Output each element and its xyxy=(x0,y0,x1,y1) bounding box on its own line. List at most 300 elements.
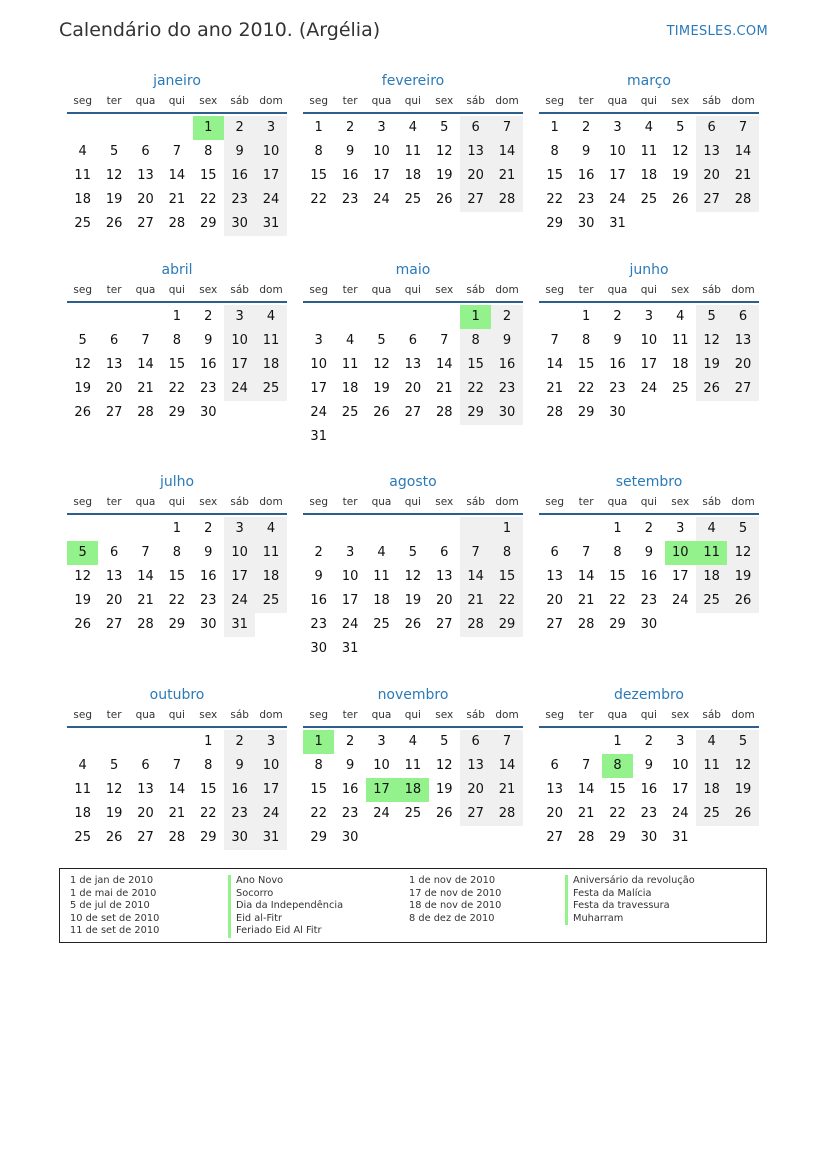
day-cell[interactable]: 21 xyxy=(460,589,491,613)
day-cell[interactable]: 30 xyxy=(310,641,327,656)
day-cell[interactable]: 24 xyxy=(671,806,689,821)
day-cell[interactable]: 2 xyxy=(345,120,355,135)
day-cell[interactable]: 24 xyxy=(609,192,626,207)
day-cell[interactable]: 22 xyxy=(168,593,186,608)
day-cell[interactable]: 10 xyxy=(373,144,390,159)
day-cell[interactable]: 10 xyxy=(224,541,255,565)
day-cell[interactable]: 12 xyxy=(671,144,689,159)
day-cell[interactable]: 4 xyxy=(377,545,386,560)
day-cell[interactable]: 17 xyxy=(671,569,689,584)
day-cell[interactable]: 27 xyxy=(546,617,563,632)
day-cell[interactable]: 15 xyxy=(310,782,327,797)
day-cell[interactable]: 23 xyxy=(224,188,255,212)
day-cell[interactable]: 16 xyxy=(310,593,327,608)
day-cell[interactable]: 6 xyxy=(141,144,150,159)
day-cell[interactable]: 30 xyxy=(640,830,658,845)
day-cell[interactable]: 14 xyxy=(137,357,154,372)
day-cell[interactable]: 28 xyxy=(727,188,758,212)
day-cell[interactable]: 7 xyxy=(141,333,150,348)
day-cell[interactable]: 10 xyxy=(255,754,286,778)
day-cell[interactable]: 1 xyxy=(172,309,181,324)
day-cell[interactable]: 15 xyxy=(460,353,491,377)
day-cell[interactable]: 22 xyxy=(460,377,491,401)
day-cell[interactable]: 2 xyxy=(581,120,591,135)
day-cell[interactable]: 14 xyxy=(137,569,154,584)
day-cell[interactable]: 11 xyxy=(696,754,727,778)
day-cell[interactable]: 16 xyxy=(341,782,359,797)
day-cell[interactable]: 26 xyxy=(74,405,91,420)
day-cell[interactable]: 10 xyxy=(224,329,255,353)
day-cell[interactable]: 7 xyxy=(491,116,522,140)
day-cell[interactable]: 6 xyxy=(696,116,727,140)
day-cell[interactable]: 15 xyxy=(199,782,217,797)
day-cell[interactable]: 5 xyxy=(440,120,449,135)
day-cell[interactable]: 22 xyxy=(609,593,626,608)
day-cell[interactable]: 5 xyxy=(377,333,386,348)
day-cell[interactable]: 12 xyxy=(696,329,727,353)
day-cell[interactable]: 26 xyxy=(105,216,123,231)
day-cell[interactable]: 30 xyxy=(199,405,217,420)
day-cell[interactable]: 6 xyxy=(727,305,758,329)
day-cell[interactable]: 27 xyxy=(105,405,123,420)
day-cell[interactable]: 8 xyxy=(204,144,213,159)
day-cell[interactable]: 28 xyxy=(435,405,453,420)
day-cell[interactable]: 10 xyxy=(310,357,327,372)
day-cell[interactable]: 3 xyxy=(377,120,386,135)
day-cell[interactable]: 6 xyxy=(440,545,449,560)
day-cell[interactable]: 8 xyxy=(550,144,559,159)
day-cell[interactable]: 8 xyxy=(491,541,522,565)
day-cell[interactable]: 15 xyxy=(199,168,217,183)
day-cell[interactable]: 18 xyxy=(255,353,286,377)
day-cell[interactable]: 15 xyxy=(310,168,327,183)
day-cell[interactable]: 21 xyxy=(727,164,758,188)
day-cell[interactable]: 10 xyxy=(255,140,286,164)
day-cell[interactable]: 1 xyxy=(314,120,323,135)
day-cell[interactable]: 19 xyxy=(727,565,758,589)
day-cell[interactable]: 5 xyxy=(78,333,87,348)
day-cell[interactable]: 15 xyxy=(168,569,186,584)
day-cell[interactable]: 31 xyxy=(609,216,626,231)
day-cell[interactable]: 5 xyxy=(109,144,119,159)
day-cell[interactable]: 22 xyxy=(199,192,217,207)
day-cell[interactable]: 11 xyxy=(74,168,91,183)
day-cell[interactable]: 13 xyxy=(460,140,491,164)
day-cell[interactable]: 28 xyxy=(460,613,491,637)
day-cell[interactable]: 23 xyxy=(640,806,658,821)
day-cell[interactable]: 19 xyxy=(727,778,758,802)
day-cell[interactable]: 28 xyxy=(546,405,563,420)
day-cell[interactable]: 18 xyxy=(640,168,658,183)
day-cell[interactable]: 4 xyxy=(255,517,286,541)
day-cell[interactable]: 5 xyxy=(676,120,685,135)
day-cell[interactable]: 12 xyxy=(727,754,758,778)
day-cell[interactable]: 6 xyxy=(141,758,150,773)
day-cell[interactable]: 5 xyxy=(727,517,758,541)
day-cell[interactable]: 4 xyxy=(345,333,355,348)
day-cell[interactable]: 12 xyxy=(435,144,453,159)
day-cell[interactable]: 20 xyxy=(546,593,563,608)
day-cell[interactable]: 6 xyxy=(109,545,119,560)
day-cell[interactable]: 23 xyxy=(577,192,595,207)
day-cell[interactable]: 18 xyxy=(696,565,727,589)
day-cell[interactable]: 30 xyxy=(491,401,522,425)
day-cell[interactable]: 13 xyxy=(105,357,123,372)
day-cell[interactable]: 27 xyxy=(460,802,491,826)
day-cell[interactable]: 31 xyxy=(224,613,255,637)
day-cell[interactable]: 17 xyxy=(609,168,626,183)
day-cell[interactable]: 8 xyxy=(581,333,591,348)
day-cell[interactable]: 1 xyxy=(193,116,224,140)
day-cell[interactable]: 16 xyxy=(491,353,522,377)
day-cell[interactable]: 17 xyxy=(224,565,255,589)
day-cell[interactable]: 21 xyxy=(577,806,595,821)
day-cell[interactable]: 13 xyxy=(727,329,758,353)
day-cell[interactable]: 16 xyxy=(224,778,255,802)
day-cell[interactable]: 24 xyxy=(373,192,390,207)
day-cell[interactable]: 6 xyxy=(550,545,559,560)
day-cell[interactable]: 31 xyxy=(310,429,327,444)
day-cell[interactable]: 21 xyxy=(137,593,154,608)
day-cell[interactable]: 2 xyxy=(224,116,255,140)
day-cell[interactable]: 3 xyxy=(613,120,622,135)
day-cell[interactable]: 8 xyxy=(172,545,181,560)
day-cell[interactable]: 27 xyxy=(105,617,123,632)
day-cell[interactable]: 3 xyxy=(377,734,386,749)
day-cell[interactable]: 10 xyxy=(609,144,626,159)
day-cell[interactable]: 27 xyxy=(404,405,422,420)
day-cell[interactable]: 23 xyxy=(341,806,359,821)
day-cell[interactable]: 25 xyxy=(255,589,286,613)
day-cell[interactable]: 24 xyxy=(224,589,255,613)
day-cell[interactable]: 2 xyxy=(204,309,213,324)
day-cell[interactable]: 3 xyxy=(345,545,355,560)
day-cell[interactable]: 20 xyxy=(404,381,422,396)
day-cell[interactable]: 26 xyxy=(373,405,390,420)
day-cell[interactable]: 5 xyxy=(727,730,758,754)
day-cell[interactable]: 5 xyxy=(408,545,417,560)
day-cell[interactable]: 1 xyxy=(460,305,491,329)
day-cell[interactable]: 7 xyxy=(460,541,491,565)
day-cell[interactable]: 1 xyxy=(550,120,559,135)
day-cell[interactable]: 21 xyxy=(168,192,186,207)
day-cell[interactable]: 26 xyxy=(696,377,727,401)
day-cell[interactable]: 20 xyxy=(460,778,491,802)
day-cell[interactable]: 9 xyxy=(644,758,653,773)
day-cell[interactable]: 3 xyxy=(644,309,653,324)
day-cell[interactable]: 3 xyxy=(676,521,685,536)
day-cell[interactable]: 17 xyxy=(640,357,658,372)
day-cell[interactable]: 4 xyxy=(78,758,87,773)
day-cell[interactable]: 7 xyxy=(550,333,559,348)
day-cell[interactable]: 20 xyxy=(460,164,491,188)
day-cell[interactable]: 26 xyxy=(671,192,689,207)
day-cell[interactable]: 23 xyxy=(640,593,658,608)
day-cell[interactable]: 18 xyxy=(74,806,91,821)
day-cell[interactable]: 31 xyxy=(671,830,689,845)
day-cell[interactable]: 14 xyxy=(168,782,186,797)
day-cell[interactable]: 23 xyxy=(224,802,255,826)
day-cell[interactable]: 17 xyxy=(373,168,390,183)
day-cell[interactable]: 25 xyxy=(696,802,727,826)
day-cell[interactable]: 19 xyxy=(105,806,123,821)
day-cell[interactable]: 14 xyxy=(546,357,563,372)
day-cell[interactable]: 17 xyxy=(341,593,359,608)
day-cell[interactable]: 29 xyxy=(199,216,217,231)
day-cell[interactable]: 1 xyxy=(613,734,622,749)
day-cell[interactable]: 18 xyxy=(397,778,428,802)
day-cell[interactable]: 23 xyxy=(491,377,522,401)
day-cell[interactable]: 12 xyxy=(74,569,91,584)
day-cell[interactable]: 6 xyxy=(460,116,491,140)
day-cell[interactable]: 21 xyxy=(137,381,154,396)
day-cell[interactable]: 3 xyxy=(255,730,286,754)
day-cell[interactable]: 14 xyxy=(491,140,522,164)
day-cell[interactable]: 27 xyxy=(546,830,563,845)
day-cell[interactable]: 25 xyxy=(74,830,91,845)
day-cell[interactable]: 28 xyxy=(168,830,186,845)
day-cell[interactable]: 27 xyxy=(727,377,758,401)
day-cell[interactable]: 12 xyxy=(74,357,91,372)
day-cell[interactable]: 20 xyxy=(546,806,563,821)
day-cell[interactable]: 24 xyxy=(224,377,255,401)
day-cell[interactable]: 18 xyxy=(74,192,91,207)
day-cell[interactable]: 11 xyxy=(640,144,658,159)
day-cell[interactable]: 25 xyxy=(696,589,727,613)
day-cell[interactable]: 19 xyxy=(404,593,422,608)
day-cell[interactable]: 22 xyxy=(310,192,327,207)
day-cell[interactable]: 12 xyxy=(373,357,390,372)
day-cell[interactable]: 30 xyxy=(640,617,658,632)
day-cell[interactable]: 9 xyxy=(204,545,213,560)
day-cell[interactable]: 18 xyxy=(696,778,727,802)
day-cell[interactable]: 21 xyxy=(491,164,522,188)
day-cell[interactable]: 28 xyxy=(577,830,595,845)
day-cell[interactable]: 11 xyxy=(255,329,286,353)
day-cell[interactable]: 24 xyxy=(341,617,359,632)
day-cell[interactable]: 4 xyxy=(255,305,286,329)
day-cell[interactable]: 23 xyxy=(310,617,327,632)
day-cell[interactable]: 8 xyxy=(613,545,622,560)
day-cell[interactable]: 24 xyxy=(310,405,327,420)
day-cell[interactable]: 29 xyxy=(199,830,217,845)
day-cell[interactable]: 9 xyxy=(345,144,355,159)
day-cell[interactable]: 15 xyxy=(609,782,626,797)
day-cell[interactable]: 13 xyxy=(435,569,453,584)
day-cell[interactable]: 12 xyxy=(105,782,123,797)
day-cell[interactable]: 1 xyxy=(581,309,591,324)
day-cell[interactable]: 14 xyxy=(435,357,453,372)
day-cell[interactable]: 29 xyxy=(491,613,522,637)
day-cell[interactable]: 14 xyxy=(491,754,522,778)
day-cell[interactable]: 7 xyxy=(727,116,758,140)
day-cell[interactable]: 8 xyxy=(172,333,181,348)
day-cell[interactable]: 9 xyxy=(224,140,255,164)
day-cell[interactable]: 16 xyxy=(640,569,658,584)
day-cell[interactable]: 6 xyxy=(109,333,119,348)
day-cell[interactable]: 2 xyxy=(314,545,323,560)
day-cell[interactable]: 29 xyxy=(577,405,595,420)
day-cell[interactable]: 5 xyxy=(440,734,449,749)
day-cell[interactable]: 2 xyxy=(491,305,522,329)
day-cell[interactable]: 30 xyxy=(199,617,217,632)
day-cell[interactable]: 11 xyxy=(341,357,359,372)
day-cell[interactable]: 4 xyxy=(408,734,417,749)
day-cell[interactable]: 13 xyxy=(404,357,422,372)
day-cell[interactable]: 11 xyxy=(255,541,286,565)
day-cell[interactable]: 23 xyxy=(609,381,626,396)
day-cell[interactable]: 4 xyxy=(676,309,685,324)
day-cell[interactable]: 9 xyxy=(314,569,323,584)
day-cell[interactable]: 14 xyxy=(577,782,595,797)
day-cell[interactable]: 10 xyxy=(373,758,390,773)
day-cell[interactable]: 19 xyxy=(105,192,123,207)
day-cell[interactable]: 6 xyxy=(408,333,417,348)
day-cell[interactable]: 27 xyxy=(435,617,453,632)
day-cell[interactable]: 23 xyxy=(199,593,217,608)
day-cell[interactable]: 3 xyxy=(676,734,685,749)
day-cell[interactable]: 2 xyxy=(224,730,255,754)
day-cell[interactable]: 3 xyxy=(255,116,286,140)
day-cell[interactable]: 5 xyxy=(696,305,727,329)
day-cell[interactable]: 21 xyxy=(577,593,595,608)
day-cell[interactable]: 13 xyxy=(696,140,727,164)
day-cell[interactable]: 8 xyxy=(314,144,323,159)
day-cell[interactable]: 15 xyxy=(546,168,563,183)
day-cell[interactable]: 22 xyxy=(609,806,626,821)
day-cell[interactable]: 31 xyxy=(341,641,359,656)
day-cell[interactable]: 27 xyxy=(137,216,154,231)
day-cell[interactable]: 8 xyxy=(204,758,213,773)
day-cell[interactable]: 16 xyxy=(609,357,626,372)
day-cell[interactable]: 8 xyxy=(460,329,491,353)
day-cell[interactable]: 20 xyxy=(105,593,123,608)
day-cell[interactable]: 26 xyxy=(727,589,758,613)
day-cell[interactable]: 19 xyxy=(74,381,91,396)
day-cell[interactable]: 13 xyxy=(137,168,154,183)
day-cell[interactable]: 20 xyxy=(137,192,154,207)
day-cell[interactable]: 22 xyxy=(199,806,217,821)
day-cell[interactable]: 25 xyxy=(74,216,91,231)
day-cell[interactable]: 10 xyxy=(665,541,696,565)
day-cell[interactable]: 15 xyxy=(491,565,522,589)
day-cell[interactable]: 29 xyxy=(546,216,563,231)
day-cell[interactable]: 30 xyxy=(577,216,595,231)
day-cell[interactable]: 18 xyxy=(341,381,359,396)
day-cell[interactable]: 21 xyxy=(546,381,563,396)
day-cell[interactable]: 2 xyxy=(345,734,355,749)
day-cell[interactable]: 23 xyxy=(199,381,217,396)
day-cell[interactable]: 25 xyxy=(255,377,286,401)
day-cell[interactable]: 19 xyxy=(373,381,390,396)
day-cell[interactable]: 26 xyxy=(404,617,422,632)
day-cell[interactable]: 25 xyxy=(640,192,658,207)
day-cell[interactable]: 14 xyxy=(577,569,595,584)
day-cell[interactable]: 7 xyxy=(172,758,181,773)
day-cell[interactable]: 30 xyxy=(341,830,359,845)
day-cell[interactable]: 17 xyxy=(255,164,286,188)
day-cell[interactable]: 2 xyxy=(644,521,653,536)
day-cell[interactable]: 26 xyxy=(727,802,758,826)
day-cell[interactable]: 9 xyxy=(644,545,653,560)
day-cell[interactable]: 27 xyxy=(696,188,727,212)
day-cell[interactable]: 24 xyxy=(255,802,286,826)
day-cell[interactable]: 14 xyxy=(460,565,491,589)
day-cell[interactable]: 3 xyxy=(224,305,255,329)
day-cell[interactable]: 8 xyxy=(314,758,323,773)
day-cell[interactable]: 10 xyxy=(341,569,359,584)
day-cell[interactable]: 13 xyxy=(546,782,563,797)
day-cell[interactable]: 16 xyxy=(199,357,217,372)
day-cell[interactable]: 8 xyxy=(602,754,633,778)
day-cell[interactable]: 26 xyxy=(74,617,91,632)
day-cell[interactable]: 13 xyxy=(460,754,491,778)
day-cell[interactable]: 7 xyxy=(141,545,150,560)
brand-link[interactable]: TIMESLES.COM xyxy=(666,24,768,39)
day-cell[interactable]: 25 xyxy=(341,405,359,420)
day-cell[interactable]: 22 xyxy=(577,381,595,396)
day-cell[interactable]: 1 xyxy=(172,521,181,536)
day-cell[interactable]: 29 xyxy=(168,405,186,420)
day-cell[interactable]: 9 xyxy=(581,144,591,159)
day-cell[interactable]: 18 xyxy=(404,168,422,183)
day-cell[interactable]: 14 xyxy=(168,168,186,183)
day-cell[interactable]: 29 xyxy=(168,617,186,632)
day-cell[interactable]: 11 xyxy=(671,333,689,348)
day-cell[interactable]: 12 xyxy=(727,541,758,565)
day-cell[interactable]: 30 xyxy=(224,212,255,236)
day-cell[interactable]: 19 xyxy=(671,168,689,183)
day-cell[interactable]: 30 xyxy=(224,826,255,850)
day-cell[interactable]: 19 xyxy=(435,168,453,183)
day-cell[interactable]: 13 xyxy=(546,569,563,584)
day-cell[interactable]: 11 xyxy=(373,569,390,584)
day-cell[interactable]: 7 xyxy=(440,333,449,348)
day-cell[interactable]: 31 xyxy=(255,826,286,850)
day-cell[interactable]: 20 xyxy=(435,593,453,608)
day-cell[interactable]: 20 xyxy=(137,806,154,821)
day-cell[interactable]: 24 xyxy=(373,806,390,821)
day-cell[interactable]: 12 xyxy=(404,569,422,584)
day-cell[interactable]: 15 xyxy=(168,357,186,372)
day-cell[interactable]: 7 xyxy=(581,758,591,773)
day-cell[interactable]: 12 xyxy=(105,168,123,183)
day-cell[interactable]: 15 xyxy=(577,357,595,372)
day-cell[interactable]: 2 xyxy=(613,309,622,324)
day-cell[interactable]: 12 xyxy=(435,758,453,773)
day-cell[interactable]: 19 xyxy=(696,353,727,377)
day-cell[interactable]: 29 xyxy=(310,830,327,845)
day-cell[interactable]: 31 xyxy=(255,212,286,236)
day-cell[interactable]: 13 xyxy=(137,782,154,797)
day-cell[interactable]: 21 xyxy=(491,778,522,802)
day-cell[interactable]: 19 xyxy=(435,782,453,797)
day-cell[interactable]: 9 xyxy=(224,754,255,778)
day-cell[interactable]: 18 xyxy=(255,565,286,589)
day-cell[interactable]: 9 xyxy=(491,329,522,353)
day-cell[interactable]: 17 xyxy=(366,778,397,802)
day-cell[interactable]: 10 xyxy=(671,758,689,773)
day-cell[interactable]: 22 xyxy=(546,192,563,207)
day-cell[interactable]: 16 xyxy=(224,164,255,188)
day-cell[interactable]: 6 xyxy=(460,730,491,754)
day-cell[interactable]: 26 xyxy=(435,806,453,821)
day-cell[interactable]: 29 xyxy=(460,401,491,425)
day-cell[interactable]: 1 xyxy=(204,734,213,749)
day-cell[interactable]: 16 xyxy=(640,782,658,797)
day-cell[interactable]: 9 xyxy=(345,758,355,773)
day-cell[interactable]: 26 xyxy=(435,192,453,207)
